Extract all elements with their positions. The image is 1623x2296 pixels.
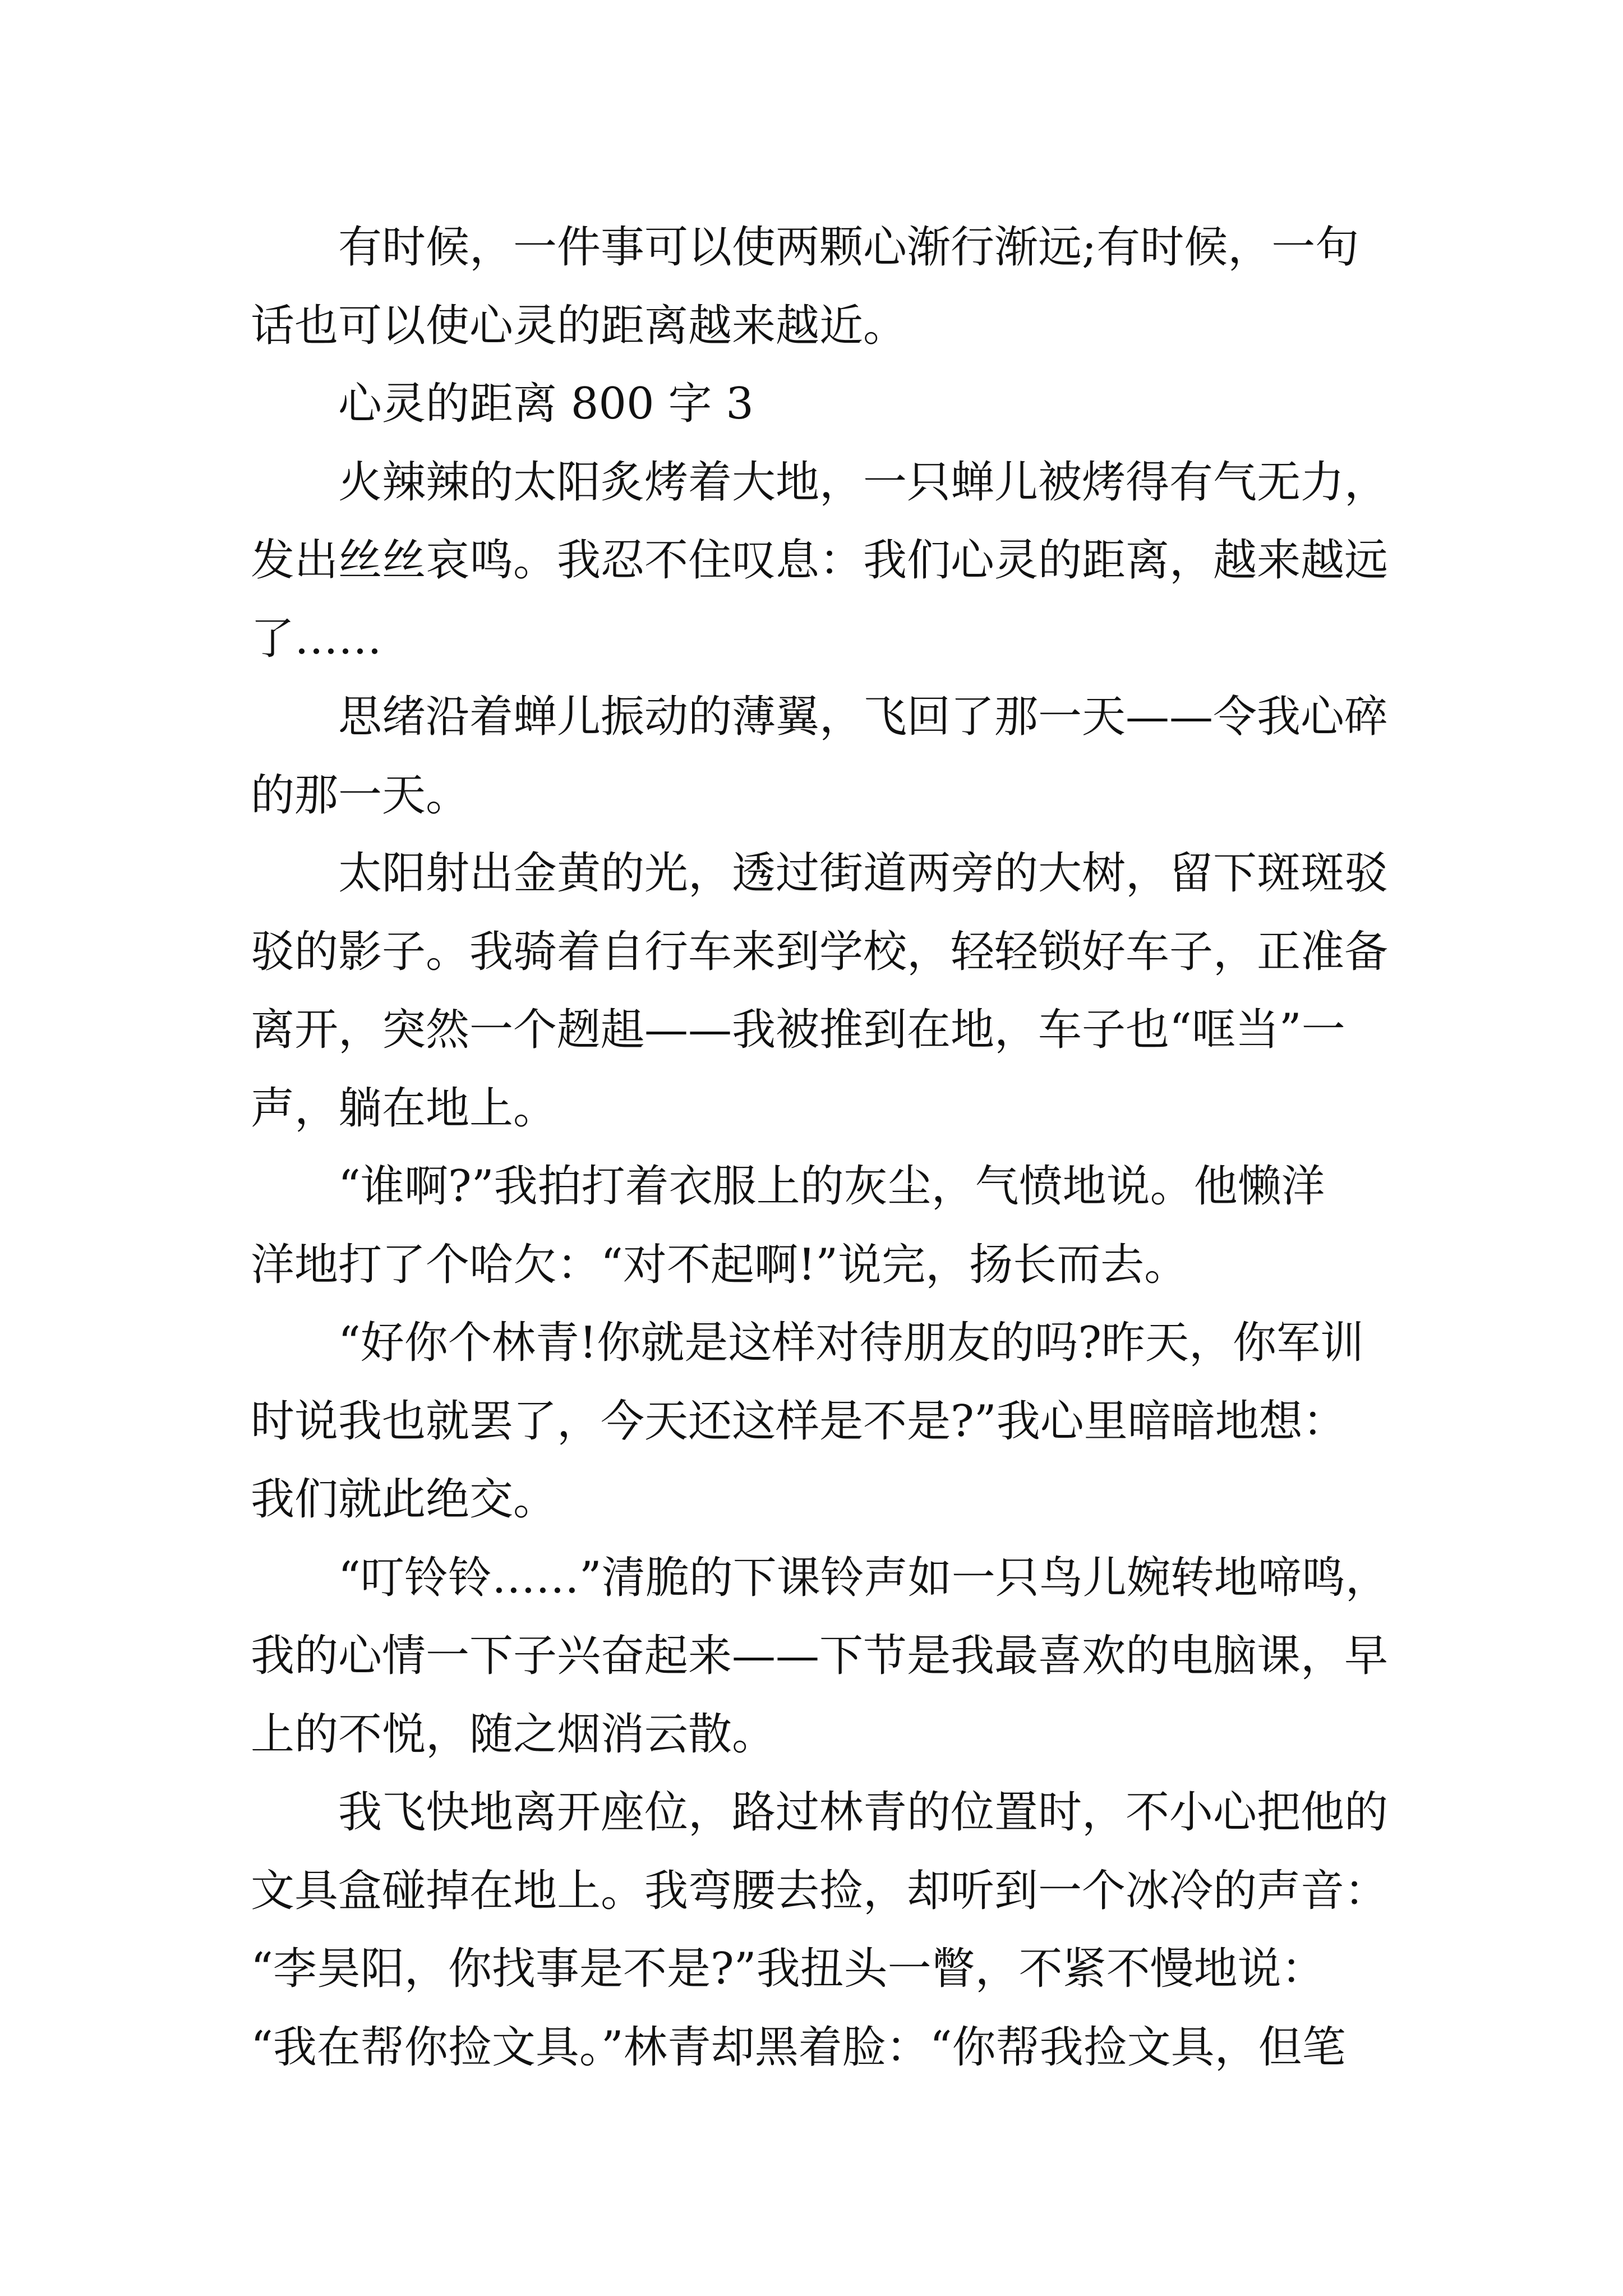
text-line: “谁啊?”我拍打着衣服上的灰尘，气愤地说。他懒洋 — [338, 1161, 1325, 1212]
text-line: 声，躺在地上。 — [251, 1083, 557, 1134]
text-line: “李昊阳，你找事是不是?”我扭头一瞥，不紧不慢地说： — [251, 1944, 1325, 1994]
text-line: 发出丝丝哀鸣。我忍不住叹息：我们心灵的距离，越来越远 — [251, 535, 1389, 586]
text-line: 离开，突然一个趔趄——我被推到在地，车子也“哐当”一 — [251, 1005, 1345, 1055]
section-heading — [251, 365, 1389, 444]
text-line: 火辣辣的太阳炙烤着大地，一只蝉儿被烤得有气无力， — [338, 457, 1389, 508]
paragraph — [251, 835, 1389, 1148]
text-line: 有时候，一件事可以使两颗心渐行渐远;有时候，一句 — [338, 222, 1359, 273]
paragraph — [251, 1304, 1389, 1539]
paragraph — [251, 1148, 1389, 1304]
text-line: 的那一天。 — [251, 770, 470, 821]
document-body — [251, 209, 1389, 2087]
text-line: 文具盒碰掉在地上。我弯腰去捡，却听到一个冰冷的声音： — [251, 1865, 1389, 1916]
text-line: 了…… — [251, 613, 382, 664]
text-line: 驳的影子。我骑着自行车来到学校，轻轻锁好车子，正准备 — [251, 926, 1389, 977]
text-line: 我们就此绝交。 — [251, 1474, 557, 1525]
text-line: 时说我也就罢了，今天还这样是不是?”我心里暗暗地想： — [251, 1396, 1347, 1447]
paragraph — [251, 444, 1389, 679]
paragraph — [251, 1774, 1389, 2087]
text-line: 话也可以使心灵的距离越来越近。 — [251, 300, 907, 351]
text-line: 洋地打了个哈欠：“对不起啊!”说完，扬长而去。 — [251, 1239, 1188, 1290]
heading-text: 心灵的距离 800 字 3 — [338, 379, 754, 429]
paragraph — [251, 1539, 1389, 1774]
text-line: 太阳射出金黄的光，透过街道两旁的大树，留下斑斑驳 — [338, 848, 1389, 899]
text-line: 思绪沿着蝉儿振动的薄翼，飞回了那一天——令我心碎 — [338, 692, 1389, 742]
text-line: “叮铃铃……”清脆的下课铃声如一只鸟儿婉转地啼鸣， — [338, 1552, 1389, 1603]
text-line: 上的不悦，随之烟消云散。 — [251, 1709, 776, 1760]
paragraph — [251, 209, 1389, 365]
text-line: 我的心情一下子兴奋起来——下节是我最喜欢的电脑课，早 — [251, 1631, 1389, 1681]
text-line: 我飞快地离开座位，路过林青的位置时，不小心把他的 — [338, 1787, 1389, 1838]
paragraph — [251, 678, 1389, 835]
text-line: “我在帮你捡文具。”林青却黑着脸：“你帮我捡文具，但笔 — [251, 2022, 1346, 2073]
text-line: “好你个林青!你就是这样对待朋友的吗?昨天，你军训 — [338, 1318, 1364, 1368]
